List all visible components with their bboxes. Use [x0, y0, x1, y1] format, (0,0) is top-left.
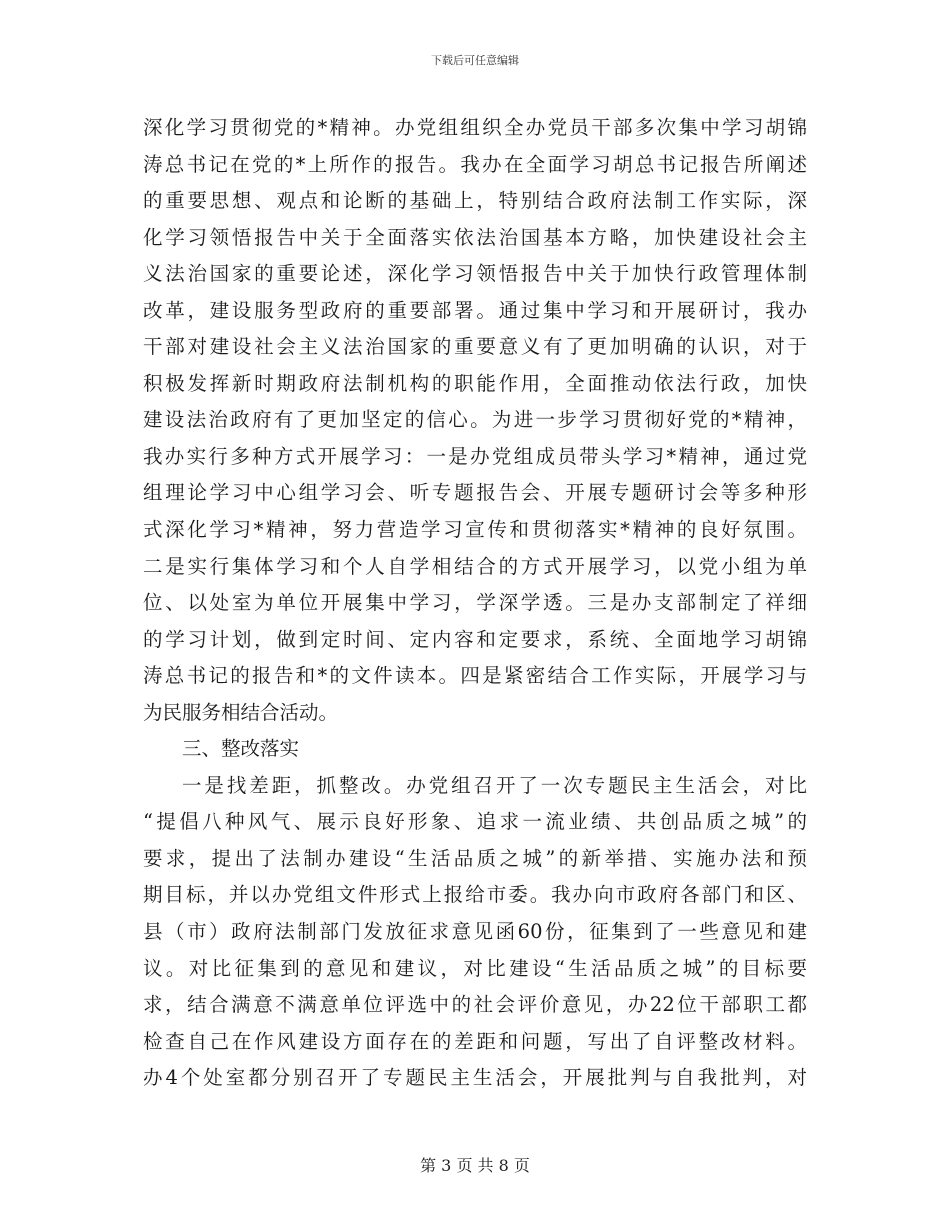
- text-line: 式深化学习*精神，努力营造学习宣传和贯彻落实*精神的良好氛围。: [143, 518, 807, 542]
- text-line: 干部对建设社会主义法治国家的重要意义有了更加明确的认识，对于: [143, 335, 807, 359]
- text-line: 检查自己在作风建设方面存在的差距和问题，写出了自评整改材料。: [143, 1029, 807, 1053]
- text-line: 期目标，并以办党组文件形式上报给市委。我办向市政府各部门和区、: [143, 883, 807, 907]
- text-line: 一是找差距，抓整改。办党组召开了一次专题民主生活会，对比: [182, 773, 807, 797]
- page-footer: 第 3 页 共 8 页: [420, 1156, 530, 1175]
- text-line: 的重要思想、观点和论断的基础上，特别结合政府法制工作实际，深: [143, 189, 807, 213]
- page-header: 下载后可任意编辑: [431, 54, 519, 67]
- text-line: 求，结合满意不满意单位评选中的社会评价意见，办22位干部职工都: [143, 993, 807, 1017]
- text-line: 改革，建设服务型政府的重要部署。通过集中学习和开展研讨，我办: [143, 298, 807, 322]
- text-line: 深化学习贯彻党的*精神。办党组组织全办党员干部多次集中学习胡锦: [143, 116, 807, 139]
- text-line: “提倡八种风气、展示良好形象、追求一流业绩、共创品质之城”的: [143, 810, 807, 834]
- document-body: [143, 110, 807, 1097]
- text-line: 涛总书记在党的*上所作的报告。我办在全面学习胡总书记报告所阐述: [143, 152, 807, 176]
- section-heading: 三、整改落实: [182, 737, 300, 761]
- text-line: 建设法治政府有了更加坚定的信心。为进一步学习贯彻好党的*精神，: [143, 408, 807, 432]
- text-line: 办4个处室都分别召开了专题民主生活会，开展批判与自我批判，对: [143, 1066, 807, 1090]
- text-line: 的学习计划，做到定时间、定内容和定要求，系统、全面地学习胡锦: [143, 627, 807, 651]
- text-line: 我办实行多种方式开展学习：一是办党组成员带头学习*精神，通过党: [143, 444, 807, 468]
- text-line: 义法治国家的重要论述，深化学习领悟报告中关于加快行政管理体制: [143, 262, 807, 286]
- text-line: 县（市）政府法制部门发放征求意见函60份，征集到了一些意见和建: [143, 920, 807, 944]
- text-line: 化学习领悟报告中关于全面落实依法治国基本方略，加快建设社会主: [143, 225, 807, 249]
- text-line: 涛总书记的报告和*的文件读本。四是紧密结合工作实际，开展学习与: [143, 664, 807, 688]
- text-line: 位、以处室为单位开展集中学习，学深学透。三是办支部制定了祥细: [143, 591, 807, 615]
- text-line: 积极发挥新时期政府法制机构的职能作用，全面推动依法行政，加快: [143, 371, 807, 395]
- text-line: 二是实行集体学习和个人自学相结合的方式开展学习，以党小组为单: [143, 554, 807, 578]
- text-line: 议。对比征集到的意见和建议，对比建设“生活品质之城”的目标要: [143, 956, 807, 980]
- text-line: 为民服务相结合活动。: [143, 700, 339, 724]
- text-line: 要求，提出了法制办建设“生活品质之城”的新举措、实施办法和预: [143, 846, 807, 870]
- text-line: 组理论学习中心组学习会、听专题报告会、开展专题研讨会等多种形: [143, 481, 807, 505]
